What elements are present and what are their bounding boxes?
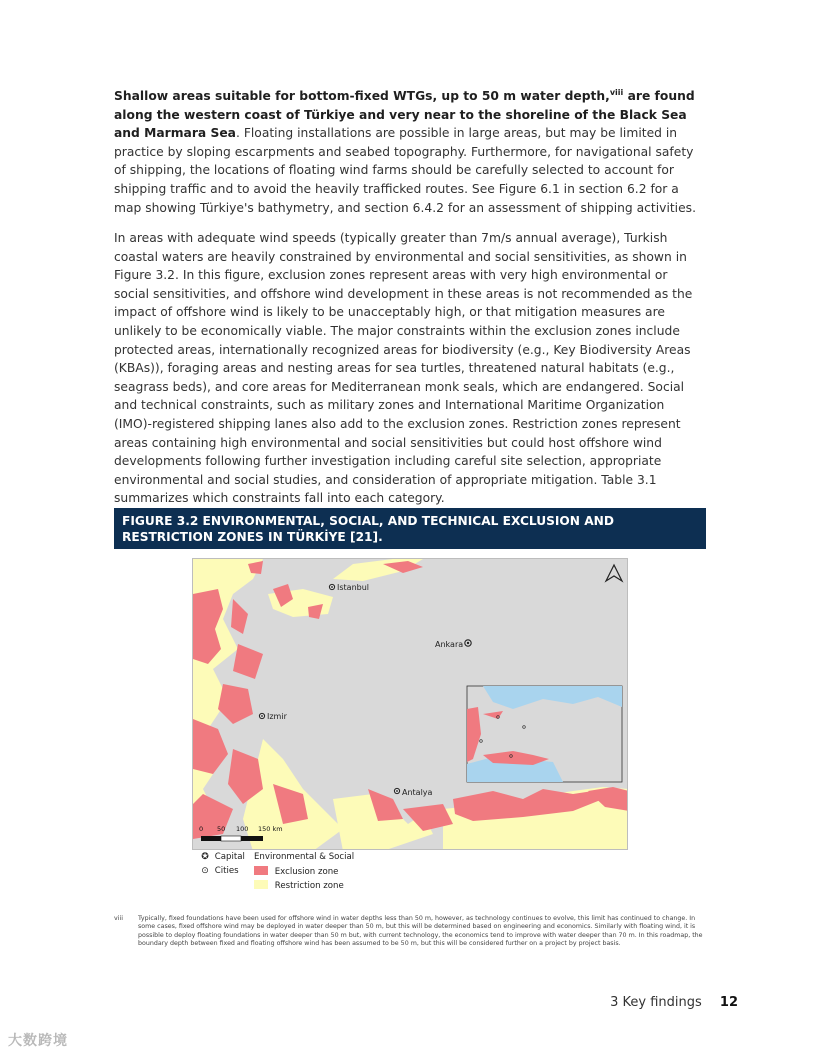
- paragraph-constraints: In areas with adequate wind speeds (typically greater than 7m/s annual average), Turkish coastal waters are heavily constrained by environmental and social sensitivities, as shown in Figure 3.2. In this figure, exclusion zones represent areas with very high environmental or social sensitivities, and offshore wind development in these areas is not recommended as the impact of offshore wind is likely to be unacceptably high, or that mitigation measures are unlikely to be economically viable. The major constraints within the exclusion zones include protected areas, internationally recognized areas for biodiversity (e.g., Key Biodiversity Areas (KBAs)), foraging areas and nesting areas for sea turtles, threatened natural habitats (e.g., seagrass beds), and core areas for Mediterranean monk seals, which are endangered. Social and technical constraints, such as military zones and International Maritime Organization (IMO)-registered shipping lanes also add to the exclusion zones. Restriction zones represent areas containing high environmental and social sensitivities but could host offshore wind developments following further investigation including careful site selection, appropriate environmental and social studies, and consideration of appropriate mitigation. Table 3.1 summarizes which constraints fall into each category.: [114, 231, 693, 506]
- scale-tick-150km: 150 km: [258, 825, 283, 833]
- turkiye-constraints-map: [192, 558, 628, 850]
- izmir-label: Izmir: [267, 712, 287, 721]
- page-footer: [610, 995, 738, 1010]
- antalya-label: Antalya: [402, 788, 433, 797]
- city-icon: ⊙: [201, 866, 209, 876]
- legend-cities: ⊙ Cities: [198, 866, 239, 876]
- footer-section: 3 Key findings: [610, 995, 702, 1010]
- footnote-ref[interactable]: viii: [609, 87, 624, 97]
- inset-map: [467, 686, 622, 782]
- exclusion-swatch: [254, 866, 268, 875]
- istanbul-label: Istanbul: [337, 583, 370, 592]
- ankara-label: Ankara: [435, 640, 464, 649]
- footnote-text: Typically, fixed foundations have been used for offshore wind in water depths less than 50 m, however, as technology continues to evolve, this limit has continued to change. In some cases, fixed offshore wind may be deployed in water deeper than 50 m, but this will be determined based on engineering and economics. Similarly with floating wind, it is possible to deploy floating foundations in water deeper than 50 m but, with current technology, the economics tend to improve with water deeper than 70 m. In this roadmap, the boundary depth between fixed and floating offshore wind has been assumed to be 50 m, but this will be considered further on a project by project basis.: [138, 915, 703, 948]
- footnote-mark: viii: [114, 915, 123, 922]
- legend-exclusion: Exclusion zone: [254, 866, 338, 877]
- watermark: 大数跨境: [8, 1033, 68, 1049]
- lead-sentence: Shallow areas suitable for bottom-fixed WTGs, up to 50 m water depth,$^{viii}$ are found along the western coast of Türkiye and very near to the shoreline of the Black Sea and Marmara Sea: [114, 87, 695, 141]
- scale-tick-0: 0: [199, 825, 204, 833]
- legend-heading: Environmental & Social: [254, 852, 355, 862]
- scale-tick-100: 100: [236, 825, 249, 833]
- page-number: 12: [719, 995, 738, 1010]
- figure-title: FIGURE 3.2 ENVIRONMENTAL, SOCIAL, AND TECHNICAL EXCLUSION AND RESTRICTION ZONES IN TÜRKİYE [21].: [114, 508, 706, 549]
- paragraph-shallow-areas: Shallow areas suitable for bottom-fixed WTGs, up to 50 m water depth,$^{viii}$ are found along the western coast of Türkiye and very near to the shoreline of the Black Sea and Marmara Sea. Floating installations are possible in large areas, but may be limited in practice by sloping escarpments and seabed topography. Furthermore, for navigational safety of shipping, the locations of floating wind farms should be carefully selected to account for shipping traffic and to avoid the heavily trafficked routes. See Figure 6.1 in section 6.2 for a map showing Türkiye's bathymetry, and section 6.4.2 for an assessment of shipping activities.: [114, 87, 696, 215]
- restriction-swatch: [254, 880, 268, 889]
- capital-icon: ✪: [201, 852, 209, 862]
- legend-restriction: Restriction zone: [254, 880, 344, 891]
- scale-tick-50: 50: [217, 825, 226, 833]
- legend-capital: ✪ Capital: [198, 852, 245, 862]
- map-legend: [198, 852, 498, 892]
